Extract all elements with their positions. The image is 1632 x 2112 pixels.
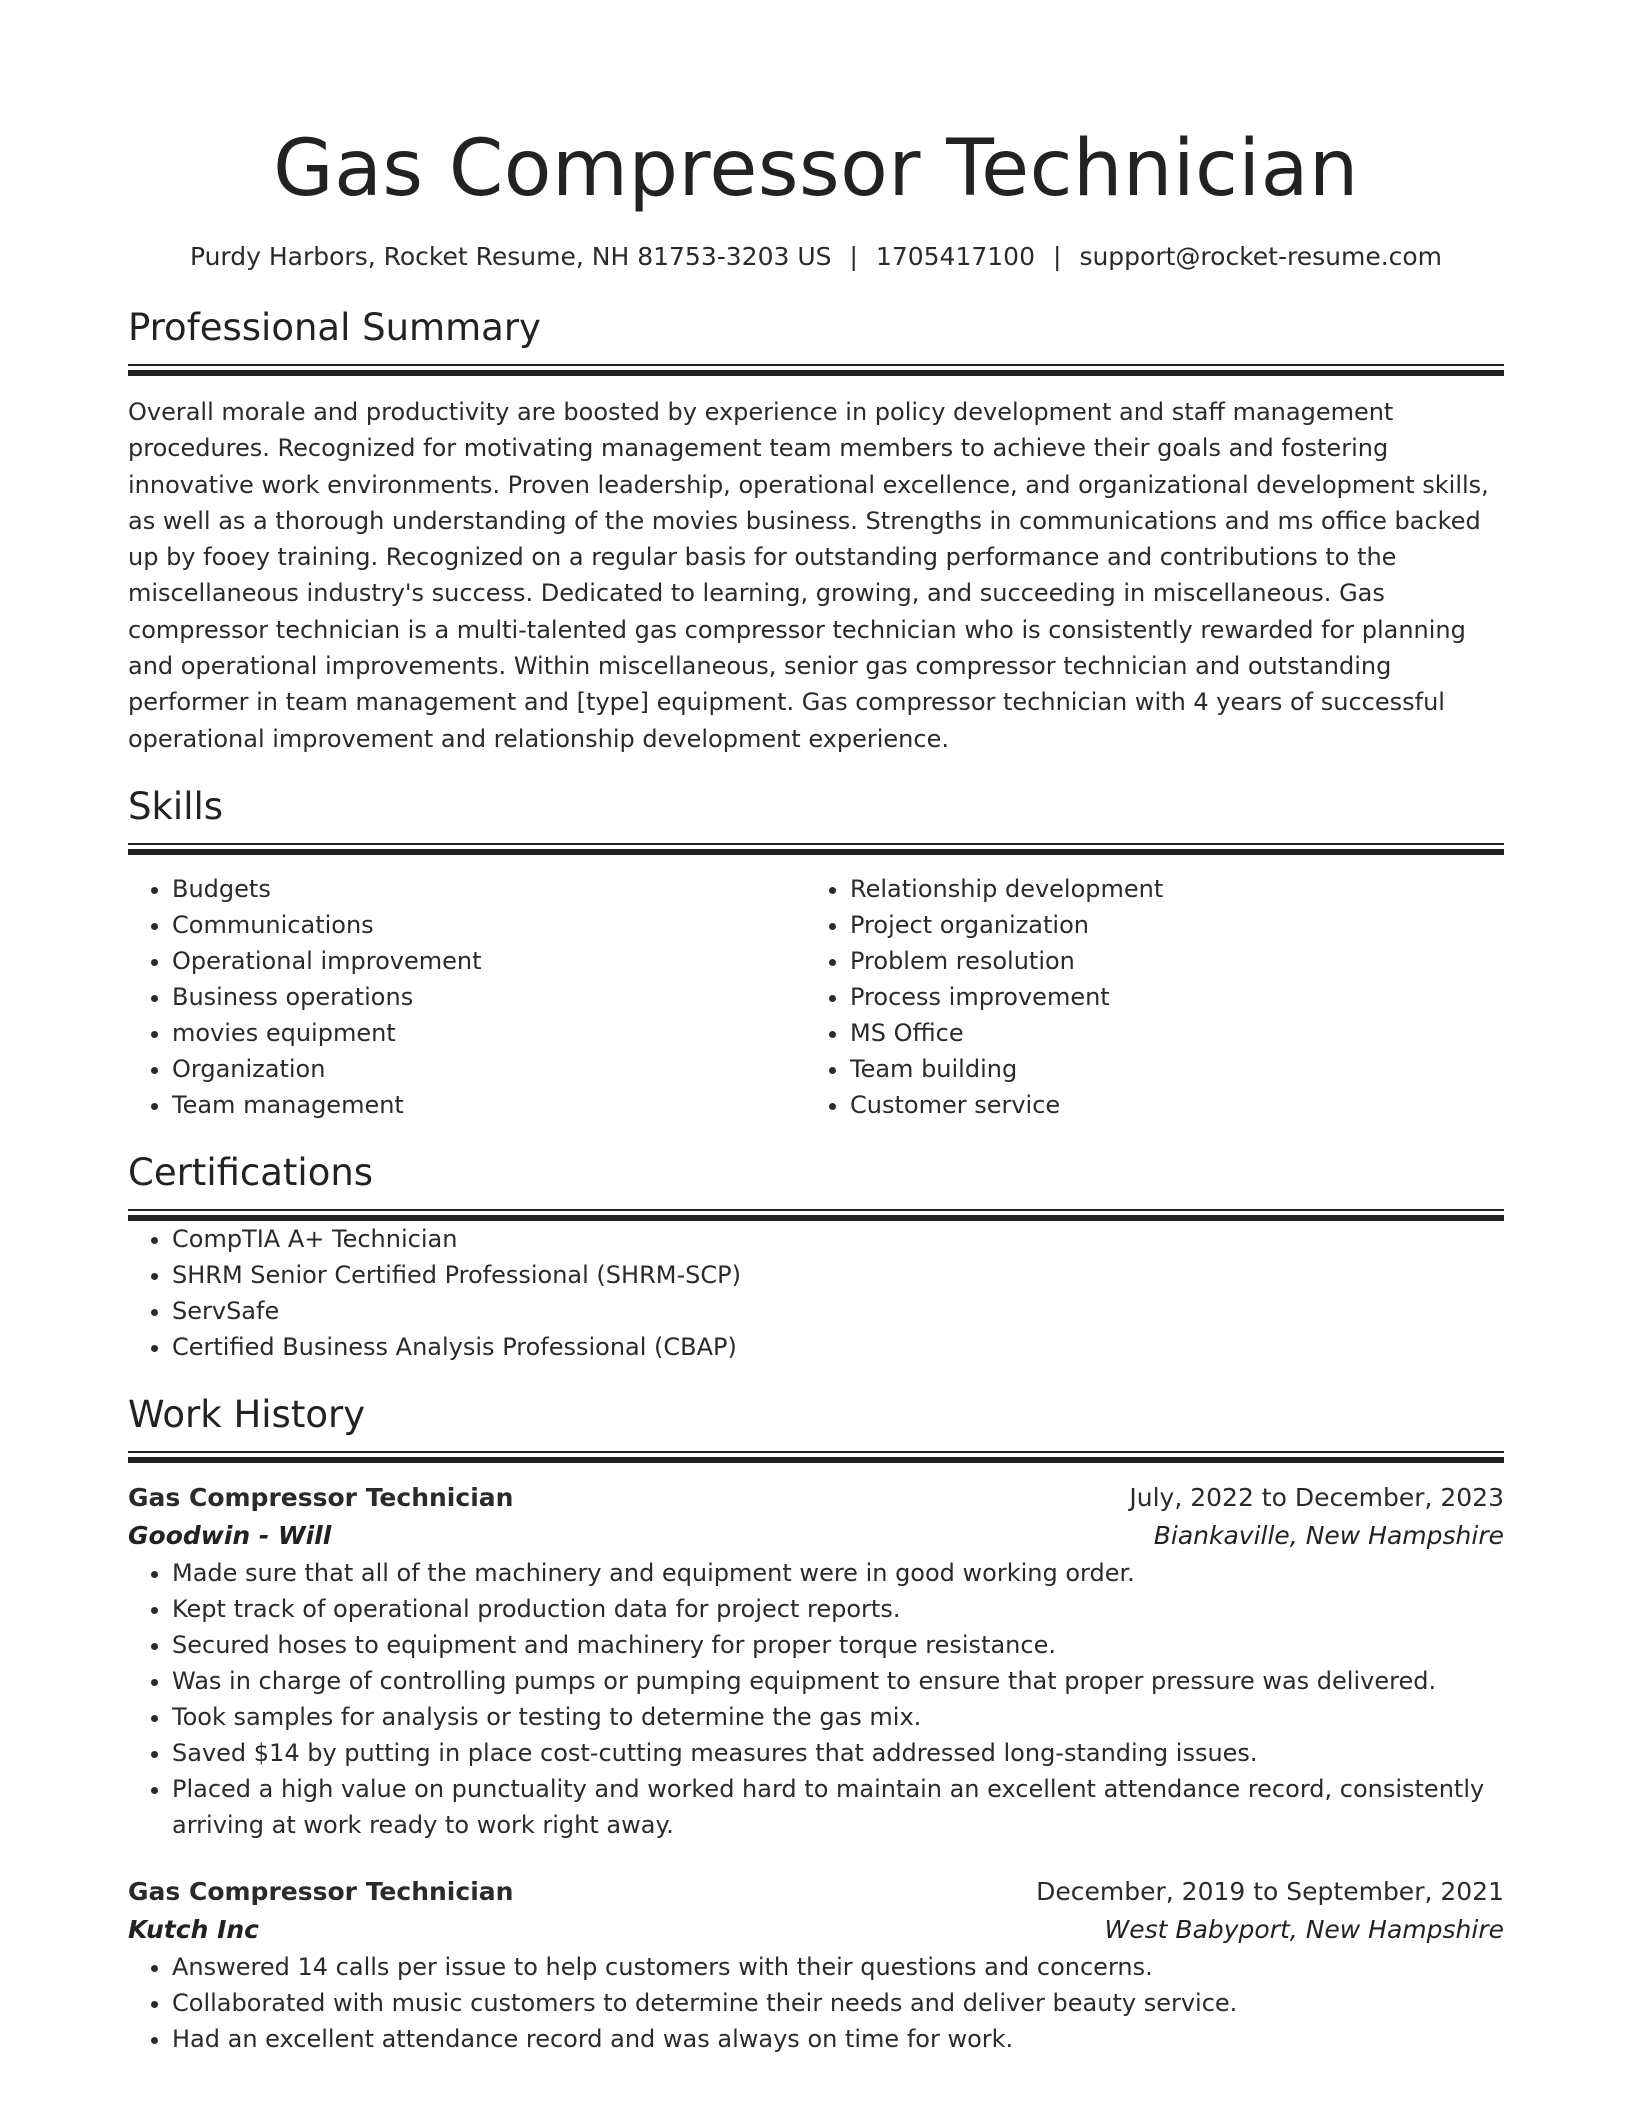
- contact-phone[interactable]: 1705417100: [875, 242, 1035, 271]
- job-duty-item: • Was in charge of controlling pumps or pumping equipment to ensure that proper pressure was delivered.: [172, 1663, 1504, 1699]
- certification-item: • SHRM Senior Certified Professional (SHRM-SCP): [172, 1257, 1504, 1293]
- job-title: Gas Compressor Technician: [128, 1876, 514, 1906]
- job-duty-item: • Had an excellent attendance record and was always on time for work.: [172, 2021, 1504, 2057]
- skill-item: • Operational improvement: [172, 943, 806, 979]
- skill-item: • Customer service: [850, 1087, 1484, 1123]
- job-location: Biankaville, New Hampshire: [1153, 1520, 1504, 1550]
- contact-separator: |: [1053, 242, 1062, 271]
- section-title-work-history: Work History: [128, 1392, 366, 1436]
- section-divider: [128, 1451, 1504, 1463]
- job-company: Kutch Inc: [128, 1914, 259, 1944]
- skill-item: • Process improvement: [850, 979, 1484, 1015]
- job-duties: [128, 1949, 1504, 2057]
- job-duties: [128, 1555, 1504, 1843]
- skill-item: • Relationship development: [850, 871, 1484, 907]
- section-title-certifications: Certifications: [128, 1150, 374, 1194]
- job-duty-item: • Saved $14 by putting in place cost-cutting measures that addressed long-standing issues.: [172, 1735, 1504, 1771]
- job-subheader: [128, 1517, 1504, 1555]
- job-title: Gas Compressor Technician: [128, 1482, 514, 1512]
- skill-item: • Team management: [172, 1087, 806, 1123]
- contact-address: Purdy Harbors, Rocket Resume, NH 81753-3203 US: [189, 242, 832, 271]
- skills-column-left: [128, 871, 806, 1123]
- certifications-section: [128, 1149, 1504, 1365]
- skill-item: • Business operations: [172, 979, 806, 1015]
- section-divider: [128, 1209, 1504, 1221]
- job-duty-item: • Kept track of operational production data for project reports.: [172, 1591, 1504, 1627]
- certification-item: • ServSafe: [172, 1293, 1504, 1329]
- skill-item: • Communications: [172, 907, 806, 943]
- skills-column-right: [806, 871, 1484, 1123]
- contact-separator: |: [849, 242, 858, 271]
- skill-item: • Project organization: [850, 907, 1484, 943]
- job-dates: July, 2022 to December, 2023: [1129, 1482, 1504, 1512]
- summary-section: [128, 304, 1504, 757]
- contact-email[interactable]: support@rocket-resume.com: [1079, 242, 1443, 271]
- job-duty-item: • Collaborated with music customers to determine their needs and deliver beauty service.: [172, 1985, 1504, 2021]
- work-history-section: [128, 1391, 1504, 2057]
- resume-name: Gas Compressor Technician: [273, 124, 1359, 214]
- skill-item: • MS Office: [850, 1015, 1484, 1051]
- job-duty-item: • Answered 14 calls per issue to help customers with their questions and concerns.: [172, 1949, 1504, 1985]
- job-duty-item: • Made sure that all of the machinery and equipment were in good working order.: [172, 1555, 1504, 1591]
- skill-item: • movies equipment: [172, 1015, 806, 1051]
- certification-item: • CompTIA A+ Technician: [172, 1221, 1504, 1257]
- job-duty-item: • Took samples for analysis or testing to determine the gas mix.: [172, 1699, 1504, 1735]
- certification-list: [128, 1221, 1504, 1365]
- skills-grid: [128, 871, 1504, 1123]
- skill-item: • Budgets: [172, 871, 806, 907]
- job-location: West Babyport, New Hampshire: [1104, 1914, 1504, 1944]
- section-title-summary: Professional Summary: [128, 306, 541, 349]
- job-subheader: [128, 1911, 1504, 1949]
- job-duty-item: • Placed a high value on punctuality and worked hard to maintain an excellent attendance record, consistently arriving at work ready to work right away.: [172, 1771, 1504, 1843]
- section-divider: [128, 364, 1504, 376]
- skill-item: • Organization: [172, 1051, 806, 1087]
- job-header: [128, 1873, 1504, 1911]
- certification-item: • Certified Business Analysis Professional (CBAP): [172, 1329, 1504, 1365]
- section-title-skills: Skills: [128, 784, 224, 828]
- section-divider: [128, 843, 1504, 855]
- contact-line: [128, 240, 1504, 274]
- job-entry: [128, 1873, 1504, 2057]
- job-duty-item: • Secured hoses to equipment and machinery for proper torque resistance.: [172, 1627, 1504, 1663]
- job-entry: [128, 1479, 1504, 1843]
- resume-page: [128, 0, 1504, 2057]
- job-company: Goodwin - Will: [128, 1520, 332, 1550]
- summary-text: Overall morale and productivity are boosted by experience in policy development and staff management procedures. Recognized for motivating management team members to achieve their goals and fostering innovative work environments. Proven leadership, operational excellence, and organizational development skills, as well as a thorough understanding of the movies business. Strengths in communications and ms office backed up by fooey training. Recognized on a regular basis for outstanding performance and contributions to the miscellaneous industry's success. Dedicated to learning, growing, and succeeding in miscellaneous. Gas compressor technician is a multi-talented gas compressor technician who is consistently rewarded for planning and operational improvements. Within miscellaneous, senior gas compressor technician and outstanding performer in team management and [type] equipment. Gas compressor technician with 4 years of successful operational improvement and relationship development experience.: [128, 398, 1489, 753]
- skill-item: • Team building: [850, 1051, 1484, 1087]
- skills-section: [128, 783, 1504, 1123]
- job-dates: December, 2019 to September, 2021: [1036, 1876, 1504, 1906]
- job-header: [128, 1479, 1504, 1517]
- skill-item: • Problem resolution: [850, 943, 1484, 979]
